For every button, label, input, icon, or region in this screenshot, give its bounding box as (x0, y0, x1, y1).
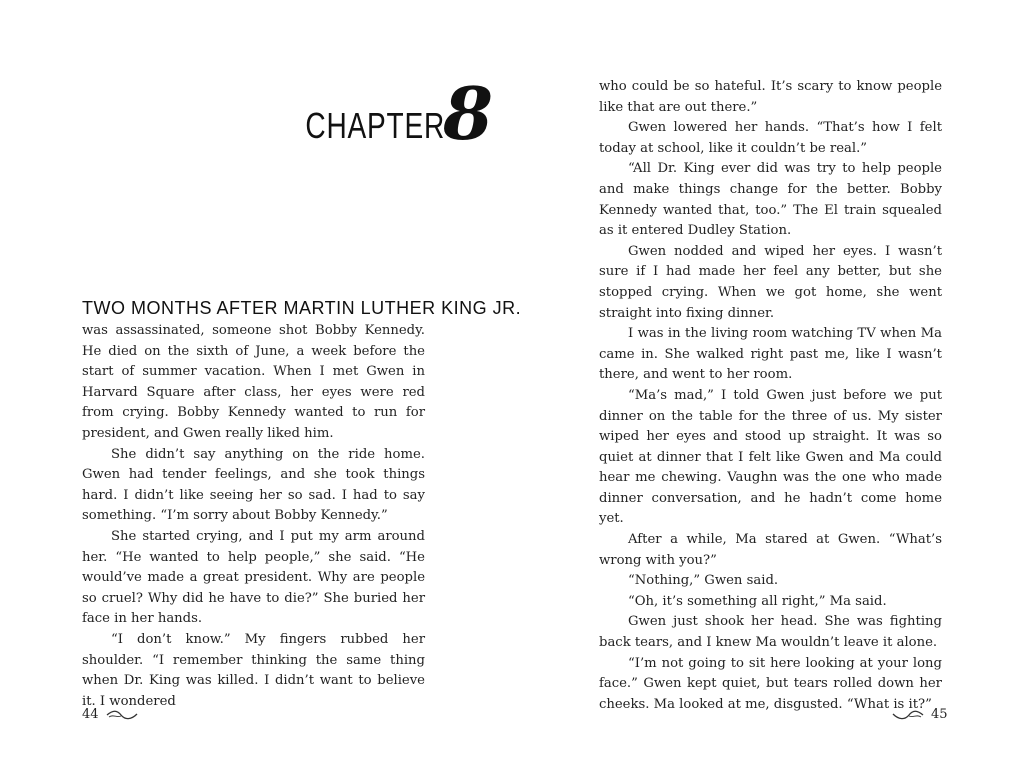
paragraph: She started crying, and I put my arm around her. “He wanted to help people,” she said. “He would’ve made a great president. Why are people so cruel? Why did he have to die?” She buried her face in her hands. (82, 528, 425, 627)
flourish-ornament-icon (105, 709, 139, 721)
page-number: 44 (82, 707, 99, 722)
flourish-ornament-icon (891, 709, 925, 721)
right-page (512, 0, 1024, 768)
chapter-heading (266, 71, 494, 156)
paragraph: who could be so hateful. It’s scary to know people like that are out there.” (599, 79, 942, 115)
page-footer-left (82, 707, 139, 722)
paragraph: “All Dr. King ever did was try to help people and make things change for the better. Bobby Kennedy wanted that, too.” The El train squealed as it entered Dudley Station. (599, 161, 942, 239)
paragraph: Gwen lowered her hands. “That’s how I felt today at school, like it couldn’t be real.” (599, 120, 942, 156)
paragraph: “Oh, it’s something all right,” Ma said. (628, 593, 887, 609)
paragraph: “I’m not going to sit here looking at your long face.” Gwen kept quiet, but tears rolled down her cheeks. Ma looked at me, disgusted. “What is it?” (599, 655, 942, 712)
paragraph: “Nothing,” Gwen said. (628, 573, 779, 589)
left-body-text (82, 321, 425, 712)
paragraph: “I don’t know.” My fingers rubbed her shoulder. “I remember thinking the same thing when Dr. King was killed. I didn’t want to believe it. I wondered (82, 631, 425, 709)
page-number: 45 (931, 707, 948, 722)
paragraph: After a while, Ma stared at Gwen. “What’s wrong with you?” (599, 532, 942, 568)
page-footer-right (891, 707, 948, 722)
paragraph: “Ma’s mad,” I told Gwen just before we put dinner on the table for the three of us. My sister wiped her eyes and stood up straight. It was so quiet at dinner that I felt like Gwen and Ma could hear me chewing. Vaughn was the one who made dinner conversation, and he hadn’t come home yet. (599, 387, 942, 527)
chapter-word: CHAPTER (305, 105, 446, 146)
paragraph: She didn’t say anything on the ride home. Gwen had tender feelings, and she took things hard. I didn’t like seeing her so sad. I had to say something. “I’m sorry about Bobby Kennedy.” (82, 446, 425, 524)
paragraph: Gwen nodded and wiped her eyes. I wasn’t sure if I had made her feel any better, but she stopped crying. When we got home, she went straight into fixing dinner. (599, 243, 942, 321)
chapter-number: 8 (443, 71, 494, 156)
right-body-text (599, 77, 942, 715)
chapter-lead-in: TWO MONTHS AFTER MARTIN LUTHER KING JR. (82, 298, 522, 318)
paragraph: I was in the living room watching TV when Ma came in. She walked right past me, like I wasn’t there, and went to her room. (599, 326, 942, 383)
paragraph: was assassinated, someone shot Bobby Kennedy. He died on the sixth of June, a week before the start of summer vacation. When I met Gwen in Harvard Square after class, her eyes were red from crying. Bobby Kennedy wanted to run for president, and Gwen really liked him. (82, 323, 425, 441)
paragraph: Gwen just shook her head. She was fighting back tears, and I knew Ma wouldn’t leave it alone. (599, 614, 942, 651)
